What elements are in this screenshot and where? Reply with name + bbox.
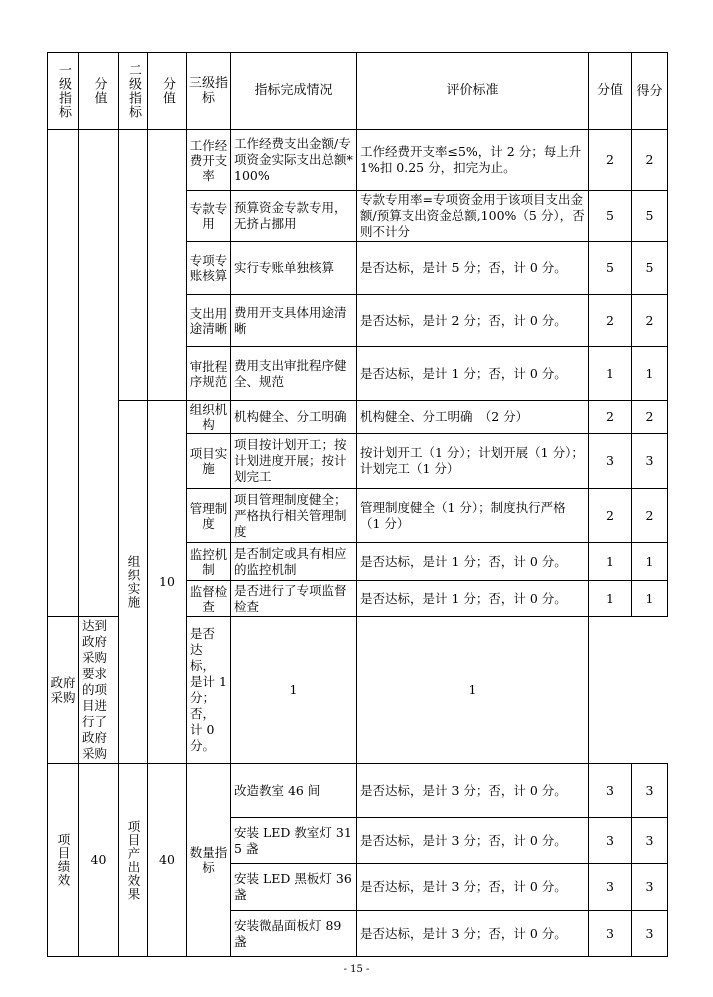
page-number: - 15 - — [343, 964, 370, 975]
score-cell: 2 — [589, 295, 632, 347]
completion-cell: 安装 LED 教室灯 315 盏 — [231, 818, 357, 864]
got-cell: 2 — [632, 401, 668, 434]
got-cell: 3 — [632, 818, 668, 864]
level3-cell: 政府采购 — [48, 617, 79, 764]
criteria-cell: 按计划开工（1 分）；计划开展（1 分）；计划完工（1 分） — [357, 434, 589, 489]
level3-cell: 项目实施 — [187, 434, 231, 489]
header-text: 二级指标 — [126, 63, 141, 119]
criteria-cell: 是否达标，是计 1 分；否，计 0 分。 — [187, 617, 231, 764]
completion-cell: 是否进行了专项监督检查 — [231, 581, 357, 617]
completion-cell: 工作经费支出金额/专项资金实际支出总额*100% — [231, 130, 357, 191]
completion-cell: 是否制定或具有相应的监控机制 — [231, 543, 357, 581]
score2-cell — [148, 130, 187, 401]
criteria-cell: 工作经费开支率≤5%，计 2 分；每上升 1%扣 0.25 分，扣完为止。 — [357, 130, 589, 191]
score-cell: 5 — [589, 242, 632, 295]
got-cell: 1 — [632, 347, 668, 401]
score-cell: 3 — [589, 818, 632, 864]
level3-cell: 数量指标 — [187, 764, 231, 957]
got-cell: 3 — [632, 864, 668, 911]
criteria-cell: 机构健全、分工明确 （2 分） — [357, 401, 589, 434]
level3-cell: 专款专用 — [187, 191, 231, 242]
completion-cell: 达到政府采购要求的项目进行了政府采购 — [79, 617, 119, 764]
criteria-cell: 是否达标，是计 1 分；否，计 0 分。 — [357, 347, 589, 401]
score-cell: 2 — [589, 130, 632, 191]
completion-cell: 费用开支具体用途清晰 — [231, 295, 357, 347]
header-got: 得分 — [632, 53, 668, 130]
got-cell: 3 — [632, 434, 668, 489]
completion-cell: 安装微晶面板灯 89 盏 — [231, 911, 357, 957]
got-cell: 3 — [632, 764, 668, 818]
score1-cell: 40 — [79, 764, 119, 957]
header-score: 分值 — [589, 53, 632, 130]
completion-cell: 安装 LED 黑板灯 36 盏 — [231, 864, 357, 911]
score-cell: 2 — [589, 489, 632, 543]
completion-cell: 项目管理制度健全；严格执行相关管理制度 — [231, 489, 357, 543]
criteria-cell: 专款专用率=专项资金用于该项目支出金额/预算支出资金总额,100%（5 分），否则不计分 — [357, 191, 589, 242]
criteria-cell: 是否达标，是计 3 分；否，计 0 分。 — [357, 911, 589, 957]
criteria-cell: 是否达标，是计 3 分；否，计 0 分。 — [357, 864, 589, 911]
level3-cell: 监控机制 — [187, 543, 231, 581]
header-text: 一级指标 — [56, 63, 71, 119]
completion-cell: 实行专账单独核算 — [231, 242, 357, 295]
level3-cell: 监督检查 — [187, 581, 231, 617]
score-cell: 5 — [589, 191, 632, 242]
criteria-cell: 是否达标，是计 3 分；否，计 0 分。 — [357, 764, 589, 818]
completion-cell: 预算资金专款专用，无挤占挪用 — [231, 191, 357, 242]
score-cell: 3 — [589, 764, 632, 818]
header-l3: 三级指标 — [187, 53, 231, 130]
level1-cell-text: 项目绩效 — [56, 833, 71, 887]
score-cell: 3 — [589, 864, 632, 911]
completion-cell: 机构健全、分工明确 — [231, 401, 357, 434]
criteria-cell: 是否达标，是计 5 分；否，计 0 分。 — [357, 242, 589, 295]
level3-cell: 工作经费开支率 — [187, 130, 231, 191]
score-cell: 3 — [589, 911, 632, 957]
header-text: 分值 — [91, 77, 107, 105]
score-cell: 1 — [589, 581, 632, 617]
header-std: 评价标准 — [357, 53, 589, 130]
score2-cell: 40 — [148, 764, 187, 957]
criteria-cell: 管理制度健全（1 分）；制度执行严格（1 分） — [357, 489, 589, 543]
table-row — [48, 764, 668, 818]
header-l2 — [119, 53, 148, 130]
got-cell: 5 — [632, 242, 668, 295]
got-cell: 2 — [632, 489, 668, 543]
performance-evaluation-table — [47, 52, 668, 957]
header-l1 — [48, 53, 79, 130]
table-row — [48, 130, 668, 191]
score-cell: 1 — [589, 347, 632, 401]
level3-cell: 管理制度 — [187, 489, 231, 543]
completion-cell: 改造教室 46 间 — [231, 764, 357, 818]
completion-cell: 项目按计划开工；按计划进度开展；按计划完工 — [231, 434, 357, 489]
header-row — [48, 53, 668, 130]
criteria-cell: 是否达标，是计 3 分；否，计 0 分。 — [357, 818, 589, 864]
header-done: 指标完成情况 — [231, 53, 357, 130]
score-cell: 1 — [231, 617, 357, 764]
got-cell: 5 — [632, 191, 668, 242]
level2-cell-text: 组织实施 — [126, 555, 141, 609]
got-cell: 3 — [632, 911, 668, 957]
score-cell: 3 — [589, 434, 632, 489]
got-cell: 1 — [357, 617, 589, 764]
table-row — [48, 401, 668, 434]
got-cell: 2 — [632, 295, 668, 347]
level2-cell — [119, 130, 148, 401]
got-cell: 1 — [632, 543, 668, 581]
header-s1 — [79, 53, 119, 130]
level3-cell: 专项专账核算 — [187, 242, 231, 295]
score1-cell — [79, 130, 119, 617]
got-cell: 2 — [632, 130, 668, 191]
level3-cell: 组织机构 — [187, 401, 231, 434]
completion-cell: 费用支出审批程序健全、规范 — [231, 347, 357, 401]
level3-cell: 审批程序规范 — [187, 347, 231, 401]
header-text: 分值 — [160, 77, 175, 105]
criteria-cell: 是否达标，是计 1 分；否，计 0 分。 — [357, 581, 589, 617]
criteria-cell: 是否达标，是计 2 分；否，计 0 分。 — [357, 295, 589, 347]
score-cell: 2 — [589, 401, 632, 434]
level2-cell — [119, 764, 148, 957]
score2-cell: 10 — [148, 401, 187, 764]
level2-cell-text: 项目产出效果 — [126, 819, 141, 901]
got-cell: 1 — [632, 581, 668, 617]
level1-cell — [48, 130, 79, 617]
score-cell: 1 — [589, 543, 632, 581]
level2-cell — [119, 401, 148, 764]
header-s2 — [148, 53, 187, 130]
criteria-cell: 是否达标，是计 1 分；否，计 0 分。 — [357, 543, 589, 581]
level1-cell — [48, 764, 79, 957]
level3-cell: 支出用途清晰 — [187, 295, 231, 347]
